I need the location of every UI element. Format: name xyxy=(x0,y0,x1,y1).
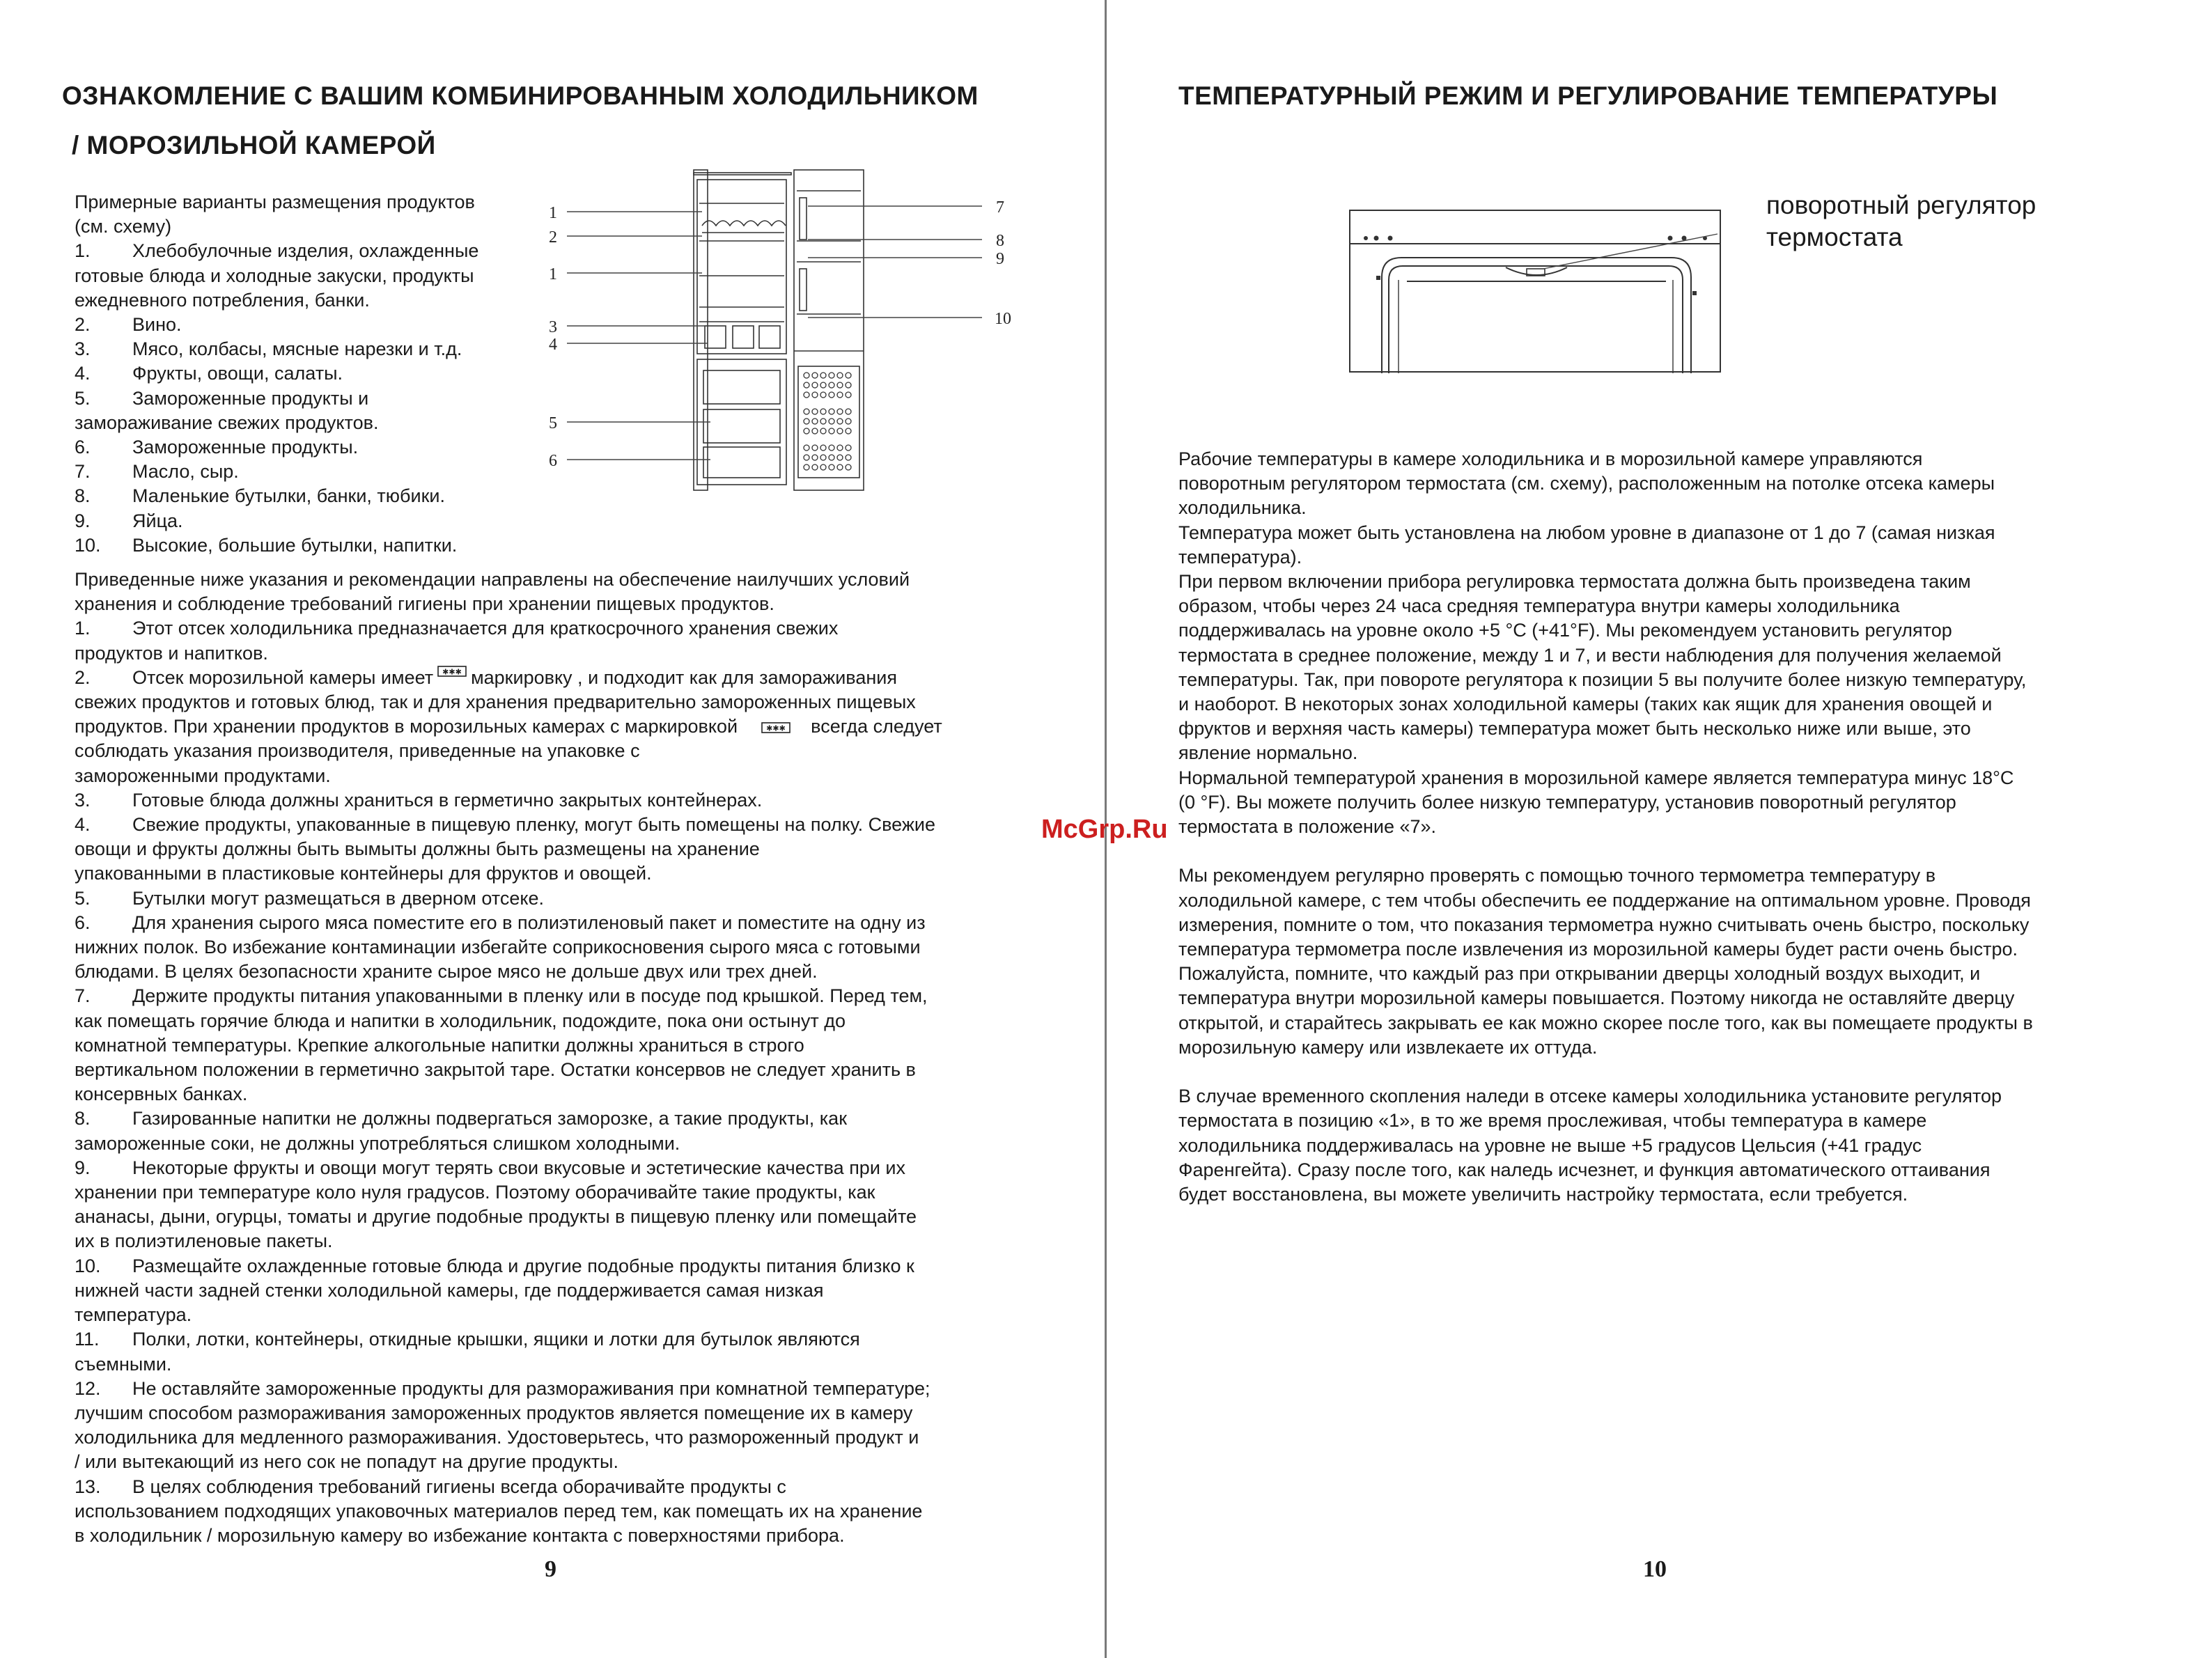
list-number: 5. xyxy=(75,387,91,409)
recommendation-line: вертикальном положении в герметично закрытой таре. Остатки консервов не следует хранить в xyxy=(75,1059,916,1081)
list-number: 13. xyxy=(75,1476,101,1497)
text-line: фруктов и верхняя часть камеры) температура может быть несколько ниже или выше, это xyxy=(1178,718,1971,740)
right-page-title: ТЕМПЕРАТУРНЫЙ РЕЖИМ И РЕГУЛИРОВАНИЕ ТЕМПЕРАТУРЫ xyxy=(1178,81,1998,110)
text-line: явление нормально. xyxy=(1178,742,1358,764)
text-line: открытой, и старайтесь закрывать ее как можно скорее после того, как вы помещаете продукты в xyxy=(1178,1012,2033,1033)
list-item xyxy=(75,435,478,460)
text-line: поворотным регулятором термостата (см. схему), расположенным на потолке отсека камеры xyxy=(1178,473,1995,494)
diagram-freezer-drawer xyxy=(703,409,780,443)
diagram-label: 3 xyxy=(549,318,557,336)
list-text: Вино. xyxy=(132,314,182,336)
text-line: холодильника. xyxy=(1178,497,1307,519)
list-item xyxy=(75,813,942,837)
list-text: Высокие, большие бутылки, напитки. xyxy=(132,534,458,556)
left-page-title-line1: ОЗНАКОМЛЕНИЕ С ВАШИМ КОМБИНИРОВАННЫМ ХОЛОДИЛЬНИКОМ xyxy=(62,81,979,110)
placement-items xyxy=(75,239,478,558)
recommendation-text-a: Отсек морозильной камеры имеет xyxy=(132,666,434,688)
diagram-label: 4 xyxy=(549,336,557,354)
list-item xyxy=(75,337,478,361)
list-text: Свежие продукты, упакованные в пищевую пленку, могут быть помещены на полку. Свежие xyxy=(132,814,935,836)
svg-text:✱✱✱: ✱✱✱ xyxy=(765,724,786,733)
diagram-freezer-drawer xyxy=(703,447,780,478)
list-item xyxy=(75,1156,942,1180)
text-line: термостата в позицию «1», в то же время прослеживая, чтобы температура в камере xyxy=(1178,1110,1927,1132)
list-number: 2. xyxy=(75,314,91,336)
recommendation-line: замороженными продуктами. xyxy=(75,765,331,786)
svg-text:✱✱✱: ✱✱✱ xyxy=(442,667,462,677)
list-item xyxy=(75,1106,942,1131)
placement-list xyxy=(75,190,478,558)
list-item xyxy=(75,1377,942,1401)
diagram-freezer-drawer xyxy=(703,370,780,404)
diagram-label: 10 xyxy=(995,310,1011,328)
diagram-fridge-compartment xyxy=(697,180,786,354)
list-item xyxy=(75,484,478,508)
diagram-label: 7 xyxy=(996,198,1004,217)
recommendation-continuation xyxy=(75,739,942,788)
recommendation-line: комнатной температуры. Крепкие алкогольные напитки должны храниться в строго xyxy=(75,1034,804,1056)
list-text: Мясо, колбасы, мясные нарезки и т.д. xyxy=(132,338,462,360)
list-number: 7. xyxy=(75,461,91,483)
text-line: температура). xyxy=(1178,546,1302,568)
list-item xyxy=(75,886,942,911)
list-text: Размещайте охлажденные готовые блюда и другие подобные продукты питания близко к xyxy=(132,1255,914,1276)
diagram-label: 1 xyxy=(549,204,557,222)
text-line: температуры. Так, при повороте регулятора к позиции 5 вы получите более низкую температуру, xyxy=(1178,668,2027,690)
text-line: температура термометра после извлечения из морозильной камеры будет расти очень быстро. xyxy=(1178,939,2018,960)
diagram-label: 1 xyxy=(549,265,557,283)
list-number: 6. xyxy=(75,437,91,458)
recommendations-list xyxy=(75,788,942,1548)
list-item xyxy=(75,788,942,813)
recommendation-line: лучшим способом размораживания замороженных продуктов является помещение их в камеру xyxy=(75,1402,913,1423)
recommendation-line: свежих продуктов и готовых блюд, так и для хранения предварительно замороженных пищевых xyxy=(75,691,916,713)
diagram-crisper xyxy=(759,326,780,348)
recommendation-line: холодильника для медленного размораживания. Удостоверьтесь, что размороженный продукт и xyxy=(75,1427,919,1448)
list-number: 8. xyxy=(75,485,91,507)
list-number: 9. xyxy=(75,1157,91,1178)
right-page xyxy=(1107,0,2212,1658)
list-item xyxy=(75,533,478,558)
placement-intro: Примерные варианты размещения продуктов xyxy=(75,191,475,212)
diagram-door xyxy=(794,170,864,490)
diagram-top xyxy=(694,173,791,175)
left-page xyxy=(0,0,1105,1658)
list-number: 3. xyxy=(75,789,91,811)
list-item xyxy=(75,509,478,533)
page-number-left: 9 xyxy=(545,1556,556,1582)
recommendation-number: 2. xyxy=(75,666,91,688)
list-number: 10. xyxy=(75,1255,101,1276)
text-line: Пожалуйста, помните, что каждый раз при открывании дверцы холодный воздух выходит, и xyxy=(1178,963,1981,985)
list-text: Полки, лотки, контейнеры, откидные крышки, ящики и лотки для бутылок являются xyxy=(132,1329,860,1350)
list-continuation: ежедневного потребления, банки. xyxy=(75,289,370,311)
recommendation-line: / или вытекающий из него сок не попадут на другие продукты. xyxy=(75,1451,618,1473)
list-item xyxy=(75,313,478,337)
diagram-wine-rack xyxy=(702,221,786,226)
recommendation-line: нижней части задней стенки холодильной камеры, где поддерживается самая низкая xyxy=(75,1279,824,1301)
recommendation-line: консервных банках. xyxy=(75,1084,248,1105)
recommendation-line: упакованными в пластиковые контейнеры для фруктов и овощей. xyxy=(75,863,652,884)
fridge-compartment-outline xyxy=(1389,266,1683,373)
recommendation-line: в холодильник / морозильную камеру во избежание контакта с поверхностями прибора. xyxy=(75,1524,845,1546)
list-number: 8. xyxy=(75,1108,91,1129)
paragraph-thermostat-control xyxy=(1178,447,2033,839)
recommendation-line: блюдами. В целях безопасности храните сырое мясо не дольше двух или трех дней. xyxy=(75,961,818,983)
list-number: 1. xyxy=(75,240,91,262)
list-number: 6. xyxy=(75,912,91,933)
recommendation-continuation xyxy=(75,641,942,666)
text-line: (0 °F). Вы можете получить более низкую температуру, установив поворотный регулятор xyxy=(1178,791,1956,813)
recommendation-text-b: маркировку , и подходит как для замораживания xyxy=(471,666,897,688)
list-number: 9. xyxy=(75,510,91,531)
list-text: Яйца. xyxy=(132,510,183,531)
recommendation-number: 1. xyxy=(75,618,91,639)
list-text: Готовые блюда должны храниться в герметично закрытых контейнерах. xyxy=(132,789,763,811)
freezer-star-marking-icon xyxy=(761,722,790,733)
intro-line: хранения и соблюдение требований гигиены при хранении пищевых продуктов. xyxy=(75,593,774,615)
recommendations-intro xyxy=(75,568,942,616)
list-text: Некоторые фрукты и овощи могут терять свои вкусовые и эстетические качества при их xyxy=(132,1157,905,1178)
list-number: 11. xyxy=(75,1329,100,1350)
diagram-label: 9 xyxy=(996,250,1004,268)
diagram-crisper xyxy=(733,326,754,348)
text-line: Нормальной температурой хранения в морозильной камере является температура минус 18°С xyxy=(1178,767,2014,788)
recommendation-line: их в полиэтиленовые пакеты. xyxy=(75,1230,333,1252)
recommendation-line: как помещать горячие блюда и напитки в холодильник, подождите, пока они остынут до xyxy=(75,1010,846,1031)
list-number: 7. xyxy=(75,985,91,1007)
thermostat-caption xyxy=(1766,189,2036,253)
placement-intro-ref: (см. схему) xyxy=(75,216,172,237)
right-page-body xyxy=(1178,447,2033,1207)
list-number: 12. xyxy=(75,1377,101,1399)
list-text: Бутылки могут размещаться в дверном отсеке. xyxy=(132,887,545,909)
text-line: Температура может быть установлена на любом уровне в диапазоне от 1 до 7 (самая низкая xyxy=(1178,522,1995,543)
fridge-layout-diagram xyxy=(543,164,1031,499)
list-text: Держите продукты питания упакованными в пленку или в посуде под крышкой. Перед тем, xyxy=(132,985,928,1007)
recommendation-line: использованием подходящих упаковочных материалов перед тем, как помещать их на хранение xyxy=(75,1500,923,1522)
list-continuation: замораживание свежих продуктов. xyxy=(75,412,379,433)
text-line: образом, чтобы через 24 часа средняя температура внутри камеры холодильника xyxy=(1178,595,1900,617)
text-line: будет восстановлена, вы можете увеличить настройку термостата, если требуется. xyxy=(1178,1184,1908,1205)
list-item xyxy=(75,984,942,1008)
recommendation-line-a: продуктов. При хранении продуктов в морозильных камерах с маркировкой xyxy=(75,716,738,737)
thermostat-ceiling-frame xyxy=(1350,210,1720,372)
list-item xyxy=(75,911,942,935)
recommendation-line: продуктов и напитков. xyxy=(75,642,268,664)
thermostat-caption-line1: поворотный регулятор xyxy=(1766,191,2036,219)
thermostat-leader-line xyxy=(1543,234,1718,269)
recommendation-line: замороженные соки, не должны употребляться слишком холодными. xyxy=(75,1132,680,1154)
diagram-label: 6 xyxy=(549,452,557,470)
left-page-title-line2: / МОРОЗИЛЬНОЙ КАМЕРОЙ xyxy=(72,131,436,159)
watermark: McGrp.Ru xyxy=(1041,815,1168,844)
text-line: температура внутри морозильной камеры повышается. Поэтому никогда не оставляйте дверцу xyxy=(1178,987,2015,1009)
list-item xyxy=(75,460,478,484)
list-text: Хлебобулочные изделия, охлажденные xyxy=(132,240,479,262)
recommendation-line: ананасы, дыни, огурцы, томаты и другие подобные продукты в пищевую пленку или помещайте xyxy=(75,1206,917,1228)
list-continuation: готовые блюда и холодные закуски, продукты xyxy=(75,265,474,286)
recommendation-line: овощи и фрукты должны быть вымыты должны быть размещены на хранение xyxy=(75,838,760,860)
paragraph-frost-buildup xyxy=(1178,1084,2033,1207)
recommendation-text: Этот отсек холодильника предназначается для краткосрочного хранения свежих xyxy=(132,618,839,639)
recommendation-item xyxy=(75,616,942,641)
list-item xyxy=(75,361,478,386)
list-text: Фрукты, овощи, салаты. xyxy=(132,363,343,384)
recommendations xyxy=(75,568,942,1548)
list-item xyxy=(75,239,478,263)
list-text: В целях соблюдения требований гигиены всегда оборачивайте продукты с xyxy=(132,1476,786,1497)
recommendation-line: температура. xyxy=(75,1304,192,1326)
list-number: 10. xyxy=(75,534,101,556)
recommendation-line xyxy=(75,714,942,739)
list-item xyxy=(75,1327,942,1352)
list-text: Для хранения сырого мяса поместите его в полиэтиленовый пакет и поместите на одну из xyxy=(132,912,926,933)
list-item xyxy=(75,1475,942,1499)
intro-line: Приведенные ниже указания и рекомендации направлены на обеспечение наилучших условий xyxy=(75,569,910,590)
list-text: Замороженные продукты. xyxy=(132,437,359,458)
recommendation-item xyxy=(75,666,942,690)
text-line: холодильника поддерживалась на уровне не выше +5 градусов Цельсия (+41 градус xyxy=(1178,1134,1922,1156)
text-line: холодильной камере, с тем чтобы обеспечить ее поддержание на оптимальном уровне. Проводя xyxy=(1178,889,2031,911)
thermostat-caption-line2: термостата xyxy=(1766,223,1903,251)
recommendation-line: хранении при температуре коло нуля градусов. Поэтому оборачивайте такие продукты, как xyxy=(75,1182,875,1203)
list-text: Замороженные продукты и xyxy=(132,387,369,409)
recommendation-line: соблюдать указания производителя, приведенные на упаковке с xyxy=(75,740,640,762)
list-text: Газированные напитки не должны подвергаться заморозке, а такие продукты, как xyxy=(132,1108,848,1129)
diagram-cabinet-side xyxy=(694,170,708,490)
list-text: Маленькие бутылки, банки, тюбики. xyxy=(132,485,445,507)
diagram-freezer-compartment xyxy=(697,359,786,485)
list-number: 4. xyxy=(75,814,91,836)
diagram-label: 8 xyxy=(996,232,1004,250)
thermostat-diagram xyxy=(1348,208,1724,375)
text-line: морозильную камеру или извлекаете их оттуда. xyxy=(1178,1036,1598,1058)
text-line: термостата в среднее положение, между 1 и 7, и вести наблюдения для получения желаемой xyxy=(1178,644,2002,666)
text-line: термостата в положение «7». xyxy=(1178,816,1437,838)
text-line: Фаренгейта). Сразу после того, как наледь исчезнет, и функция автоматического оттаивания xyxy=(1178,1159,1991,1180)
text-line: Мы рекомендуем регулярно проверять с помощью точного термометра температуру в xyxy=(1178,865,1936,886)
page-number-right: 10 xyxy=(1643,1556,1667,1582)
list-item xyxy=(75,386,478,411)
recommendation-line: съемными. xyxy=(75,1353,172,1375)
list-text: Не оставляйте замороженные продукты для размораживания при комнатной температуре; xyxy=(132,1377,930,1399)
text-line: В случае временного скопления наледи в отсеке камеры холодильника установите регулятор xyxy=(1178,1086,2002,1107)
list-number: 3. xyxy=(75,338,91,360)
recommendation-line-b: всегда следует xyxy=(811,716,942,737)
list-number: 4. xyxy=(75,363,91,384)
text-line: Рабочие температуры в камере холодильника и в морозильной камере управляются xyxy=(1178,448,1923,469)
text-line: и наоборот. В некоторых зонах холодильной камеры (таких как ящик для хранения овощей и xyxy=(1178,694,1993,715)
diagram-label: 5 xyxy=(549,414,557,432)
paragraph-temperature-check xyxy=(1178,863,2033,1060)
text-line: поддерживалась на уровне около +5 °С (+41°F). Мы рекомендуем установить регулятор xyxy=(1178,620,1952,641)
list-number: 5. xyxy=(75,887,91,909)
list-text: Масло, сыр. xyxy=(132,461,239,483)
recommendation-line: нижних полок. Во избежание контаминации избегайте соприкосновения сырого мяса с готовыми xyxy=(75,937,921,958)
freezer-star-marking-icon xyxy=(437,666,467,677)
text-line: При первом включении прибора регулировка термостата должна быть произведена таким xyxy=(1178,571,1971,593)
list-item xyxy=(75,1254,942,1278)
text-line: измерения, помните о том, что показания термометра нужно считывать очень быстро, поскольку xyxy=(1178,914,2030,935)
diagram-label: 2 xyxy=(549,228,557,247)
